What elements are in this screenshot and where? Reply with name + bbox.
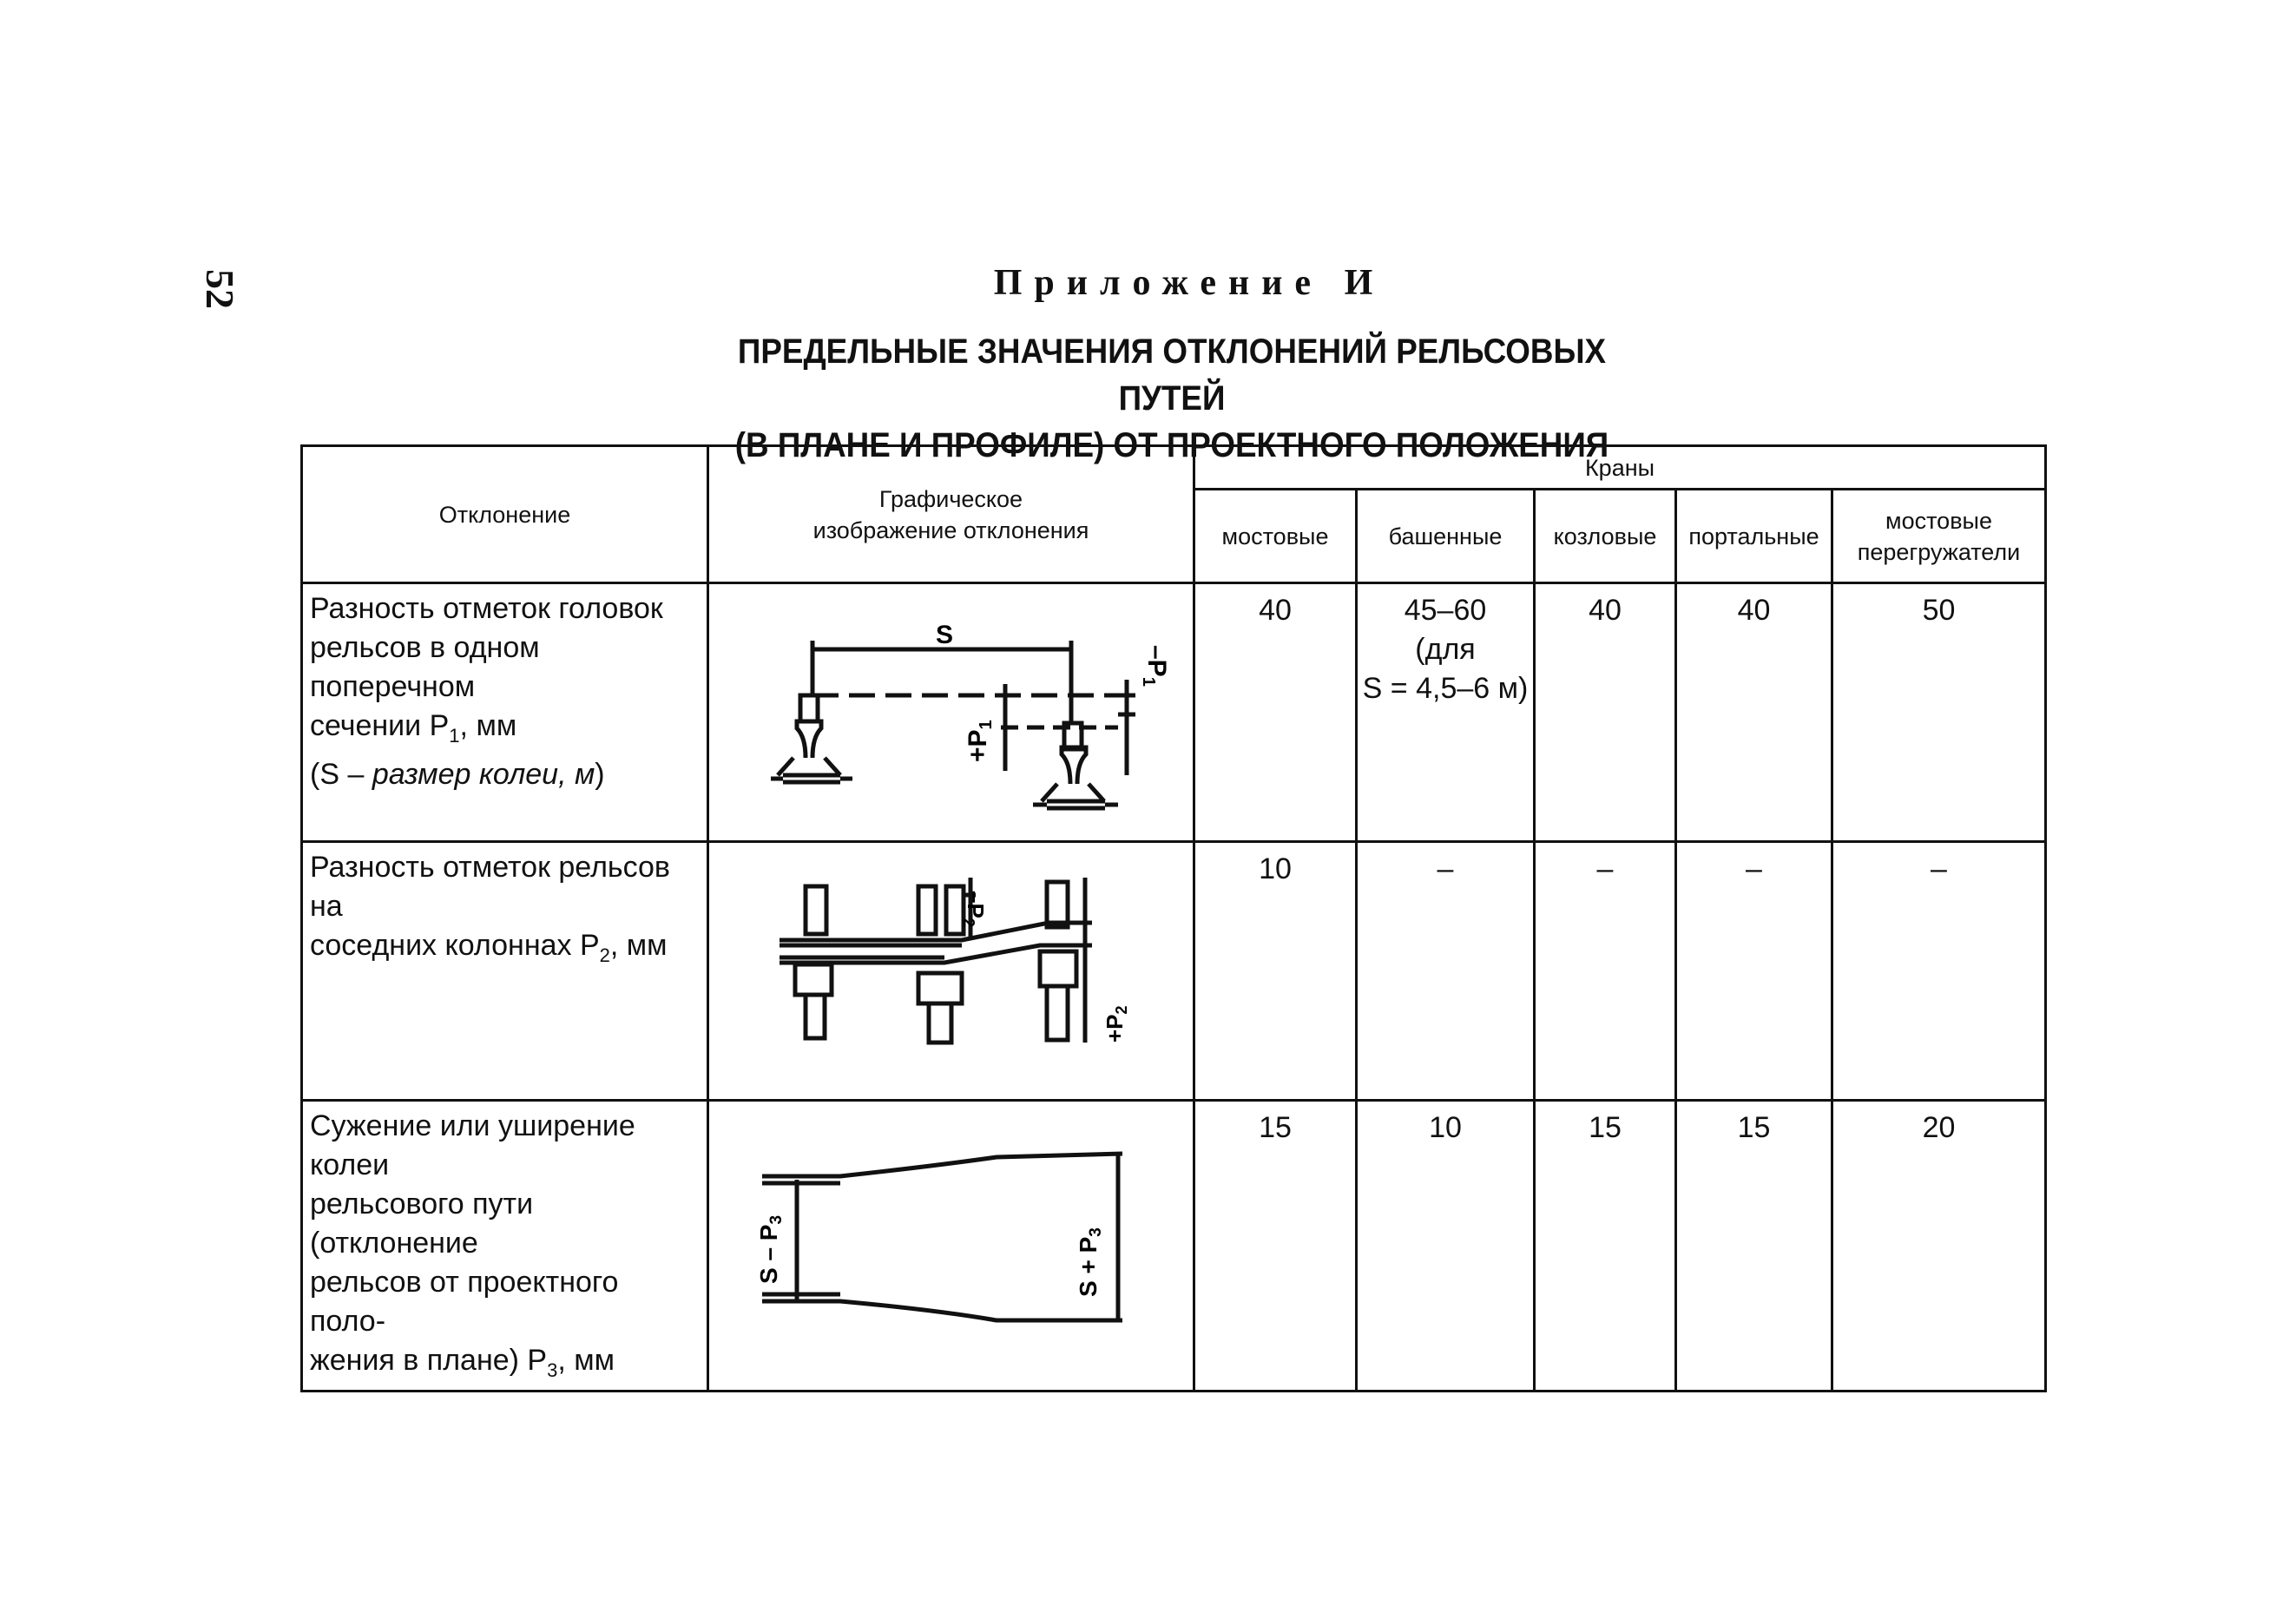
row3-figure (708, 1101, 1194, 1392)
table-row (302, 842, 2046, 1101)
row1-portal-value: 40 (1676, 583, 1832, 842)
header-reloader-line1: мостовые (1885, 507, 1992, 534)
row1-tower-line2: (для (1415, 633, 1476, 666)
rail-head-cross-section-diagram (710, 584, 1192, 836)
fig1-plus-p1-label: $+P_1$ (964, 720, 996, 762)
page-number: 52 (198, 269, 242, 309)
row1-desc-line4: (S – размер колеи, м) (310, 757, 605, 791)
header-tower-cranes: башенные (1357, 490, 1535, 583)
row1-desc-line2: рельсов в одном поперечном (310, 631, 540, 703)
row1-tower-value (1357, 583, 1535, 842)
track-gauge-diagram (710, 1102, 1192, 1379)
fig3-left-label: S – P3 (755, 1214, 786, 1284)
header-graphic (708, 446, 1194, 583)
fig3-right-label: S + P3 (1075, 1227, 1105, 1297)
row3-bridge-value: 15 (1194, 1101, 1357, 1392)
row3-portal-value: 15 (1676, 1101, 1832, 1392)
header-gantry-cranes: козловые (1535, 490, 1676, 583)
table-row (302, 583, 2046, 842)
row3-reloader-value: 20 (1832, 1101, 2046, 1392)
row1-desc-line3: сечении $P_1$, мм (310, 709, 517, 747)
row1-description (302, 583, 708, 842)
row3-desc-line3: рельсов от проектного поло- (310, 1266, 619, 1338)
row3-desc-line2: рельсового пути (отклонение (310, 1188, 534, 1260)
row1-desc-line1: Разность отметок головок (310, 592, 663, 625)
header-graphic-line1: Графическое (878, 485, 1023, 512)
deviation-table (300, 444, 2047, 1392)
row3-tower-value: 10 (1357, 1101, 1535, 1392)
fig1-minus-p1-label: $-P_1$ (1139, 645, 1171, 687)
row1-reloader-value: 50 (1832, 583, 2046, 842)
row2-tower-value: – (1357, 842, 1535, 1101)
row1-bridge-value: 40 (1194, 583, 1357, 842)
row1-tower-line1: 45–60 (1404, 594, 1487, 627)
row2-desc-line2: соседних колоннах $P_2$, мм (310, 929, 668, 966)
header-graphic-line2: изображение отклонения (812, 516, 1089, 543)
row3-desc-line4: жения в плане) $P_3$, мм (310, 1344, 615, 1381)
table-row (302, 1101, 2046, 1392)
title-line-2: (В ПЛАНЕ И ПРОФИЛЕ) ОТ ПРОЕКТНОГО ПОЛОЖЕНИЯ (734, 426, 1609, 464)
row3-gantry-value: 15 (1535, 1101, 1676, 1392)
title-line-1: ПРЕДЕЛЬНЫЕ ЗНАЧЕНИЯ ОТКЛОНЕНИЙ РЕЛЬСОВЫХ ПУТЕЙ (737, 332, 1607, 418)
row3-description (302, 1101, 708, 1392)
row1-figure (708, 583, 1194, 842)
header-bridge-reloaders (1832, 490, 2046, 583)
row2-desc-line1: Разность отметок рельсов на (310, 851, 670, 923)
header-cranes: Краны (1194, 446, 2046, 490)
adjacent-columns-rail-diagram (710, 843, 1192, 1095)
fig2-minus-p2-label: –P2 (960, 891, 989, 927)
row2-reloader-value: – (1832, 842, 2046, 1101)
row3-desc-line1: Сужение или уширение колеи (310, 1109, 635, 1181)
row2-bridge-value: 10 (1194, 842, 1357, 1101)
fig1-s-label: S (936, 621, 954, 649)
row2-figure (708, 842, 1194, 1101)
row2-description (302, 842, 708, 1101)
row1-tower-line3: S = 4,5–6 м) (1362, 672, 1529, 705)
row1-gantry-value: 40 (1535, 583, 1676, 842)
appendix-heading: Приложение И (993, 263, 1385, 303)
row2-gantry-value: – (1535, 842, 1676, 1101)
row2-portal-value: – (1676, 842, 1832, 1101)
header-bridge-cranes: мостовые (1194, 490, 1357, 583)
header-reloader-line2: перегружатели (1857, 538, 2021, 565)
header-deviation: Отклонение (302, 446, 708, 583)
fig2-plus-p2-label: +P2 (1102, 1005, 1130, 1043)
header-portal-cranes: портальные (1676, 490, 1832, 583)
